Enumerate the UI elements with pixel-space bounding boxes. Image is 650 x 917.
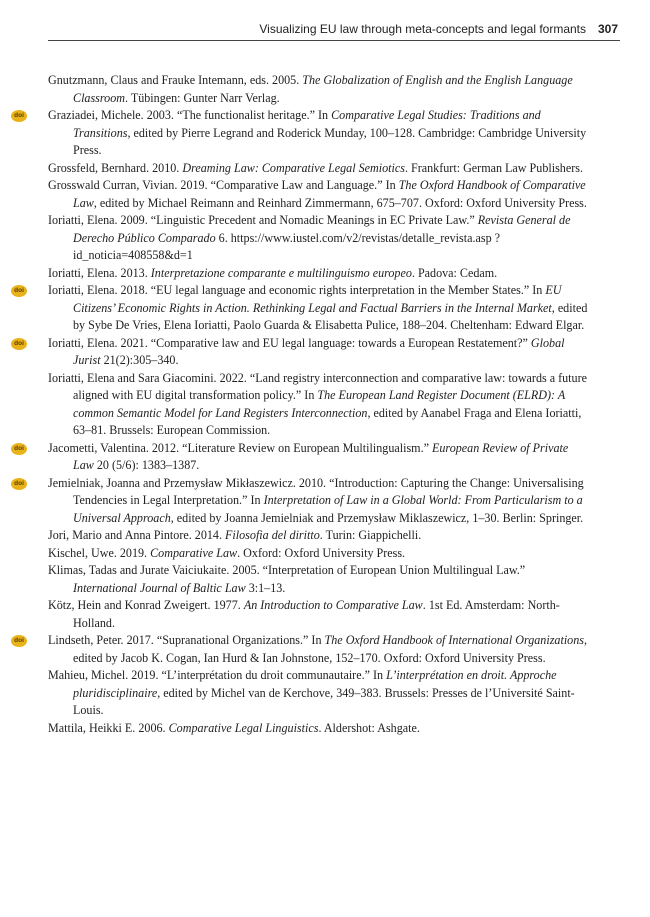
page-number: 307 [597, 22, 618, 36]
reference-entry [48, 667, 588, 720]
reference-title: Revista General de Derecho Público Comparado [73, 213, 571, 245]
reference-text: , edited by Aanabel Fraga and Elena Ioriatti, 63–81. Brussels: European Commission. [73, 405, 582, 437]
reference-title: Global Jurist [73, 335, 565, 367]
reference-text: Mahieu, Michel. 2019. “L’interprétation du droit communautaire.” In [48, 668, 387, 682]
reference-text: , edited by Michel van de Kerchove, 349–383. Brussels: Presses de l’Université Saint-Louis. [73, 685, 575, 717]
doi-icon[interactable]: doi [11, 338, 27, 350]
reference-title: European Review of Private Law [73, 440, 569, 472]
reference-entry [48, 212, 588, 265]
reference-text: Mattila, Heikki E. 2006. [48, 720, 169, 735]
reference-title: Interpretation of Law in a Global World: From Particularism to a Universal Approach [73, 493, 583, 525]
running-header [48, 22, 620, 41]
reference-text: Gnutzmann, Claus and Frauke Intemann, eds. 2005. [48, 73, 303, 87]
reference-text: . Frankfurt: German Law Publishers. [404, 160, 583, 175]
doi-icon[interactable]: doi [11, 110, 27, 122]
doi-icon[interactable]: doi [11, 635, 27, 647]
running-header-title: Visualizing EU law through meta-concepts and legal formants [259, 22, 586, 36]
reference-text: 3:1–13. [245, 580, 286, 595]
reference-title: Filosofia del diritto [225, 528, 320, 542]
reference-text: , edited by Sybe De Vries, Elena Ioriatti, Paolo Guarda & Elisabetta Pulice, 188–204. Cheltenham: Edward Elgar. [73, 300, 588, 332]
reference-title: International Journal of Baltic Law [73, 580, 246, 595]
reference-entry [48, 370, 588, 440]
reference-text: 21(2):305–340. [100, 353, 179, 367]
reference-text: Grosswald Curran, Vivian. 2019. “Comparative Law and Language.” In [48, 178, 399, 192]
reference-title: The Oxford Handbook of International Organizations [324, 633, 584, 647]
reference-entry [48, 545, 588, 563]
reference-entry [48, 265, 588, 283]
reference-title: An Introduction to Comparative Law [243, 598, 423, 612]
reference-text: Graziadei, Michele. 2003. “The functionalist heritage.” In [48, 108, 332, 122]
reference-title: Comparative Legal Linguistics [168, 720, 319, 735]
reference-entry [48, 597, 588, 632]
reference-entry [14, 282, 588, 335]
reference-entry [14, 475, 588, 528]
reference-title: Comparative Law [150, 545, 238, 560]
reference-text: Kötz, Hein and Konrad Zweigert. 1977. [48, 598, 244, 612]
reference-list [14, 72, 588, 737]
reference-entry [48, 527, 588, 545]
reference-entry [48, 562, 588, 597]
reference-title: Comparative Legal Studies: Traditions and Transitions [73, 108, 541, 140]
reference-text: Ioriatti, Elena. 2021. “Comparative law and EU legal language: towards a European Restatement?” [48, 335, 531, 350]
reference-text: , edited by Pierre Legrand and Roderick Munday, 100–128. Cambridge: Cambridge University Press. [73, 125, 587, 157]
reference-text: Ioriatti, Elena and Sara Giacomini. 2022. “Land registry interconnection and comparative law: towards a future aligned with EU digital transformation policy.” In [48, 370, 587, 402]
reference-text: Ioriatti, Elena. 2018. “EU legal language and economic rights interpretation in the Member States.” In [48, 283, 546, 297]
reference-text: , edited by Jacob K. Cogan, Ian Hurd & Ian Johnstone, 152–170. Oxford: Oxford University Press. [73, 633, 588, 665]
reference-text: Jacometti, Valentina. 2012. “Literature Review on European Multilingualism.” [48, 440, 432, 455]
reference-entry [14, 440, 588, 475]
reference-text: . 1st Ed. Amsterdam: North-Holland. [73, 598, 560, 630]
reference-text: , edited by Michael Reimann and Reinhard Zimmermann, 675–707. Oxford: Oxford University Press. [93, 195, 587, 210]
reference-title: The European Land Register Document (ELRD): A common Semantic Model for Land Registers Interconnection [73, 388, 566, 420]
reference-text: . Padova: Cedam. [411, 265, 498, 280]
reference-text: Lindseth, Peter. 2017. “Supranational Organizations.” In [48, 633, 325, 647]
reference-text: , edited by Joanna Jemielniak and Przemysław Miklaszewicz, 1–30. Berlin: Springer. [170, 510, 584, 525]
reference-title: EU Citizens’ Economic Rights in Action. Rethinking Legal and Factual Barriers in the Internal Market [73, 283, 562, 315]
reference-text: Grossfeld, Bernhard. 2010. [48, 160, 183, 175]
reference-entry [48, 160, 588, 178]
reference-entry [48, 177, 588, 212]
reference-text: Jori, Mario and Anna Pintore. 2014. [48, 528, 226, 542]
reference-title: L’interprétation en droit. Approche pluridisciplinaire [73, 668, 557, 700]
reference-text: . Turin: Giappichelli. [319, 528, 422, 542]
reference-text: Klimas, Tadas and Jurate Vaiciukaite. 2005. “Interpretation of European Union Multilingual Law.” [48, 563, 526, 577]
reference-text: Ioriatti, Elena. 2009. “Linguistic Precedent and Nomadic Meanings in EC Private Law.” [48, 213, 478, 227]
reference-title: The Globalization of English and the English Language Classroom [73, 73, 573, 105]
reference-text: Ioriatti, Elena. 2013. [48, 265, 151, 280]
reference-text: . Aldershot: Ashgate. [318, 720, 420, 735]
doi-icon[interactable]: doi [11, 443, 27, 455]
reference-title: Dreaming Law: Comparative Legal Semiotics [182, 160, 405, 175]
reference-entry [14, 107, 588, 160]
doi-icon[interactable]: doi [11, 478, 27, 490]
reference-text: 20 (5/6): 1383–1387. [93, 458, 200, 472]
reference-text: . Tübingen: Gunter Narr Verlag. [124, 90, 280, 105]
reference-text: Jemielniak, Joanna and Przemysław Mikłaszewicz. 2010. “Introduction: Capturing the Change: Universalising Tendencies in Legal Interpretation.” In [48, 475, 584, 507]
reference-entry [14, 632, 588, 667]
reference-entry [14, 335, 588, 370]
reference-text: . Oxford: Oxford University Press. [237, 545, 406, 560]
doi-icon[interactable]: doi [11, 285, 27, 297]
reference-entry [48, 720, 588, 738]
reference-title: Interpretazione comparante e multilinguismo europeo [150, 265, 412, 280]
reference-text: 6. https://www.iustel.com/v2/revistas/detalle_revista.asp ?id_noticia=408558&d=1 [73, 230, 501, 262]
reference-title: The Oxford Handbook of Comparative Law [73, 178, 586, 210]
reference-entry [48, 72, 588, 107]
reference-text: Kischel, Uwe. 2019. [48, 545, 151, 560]
